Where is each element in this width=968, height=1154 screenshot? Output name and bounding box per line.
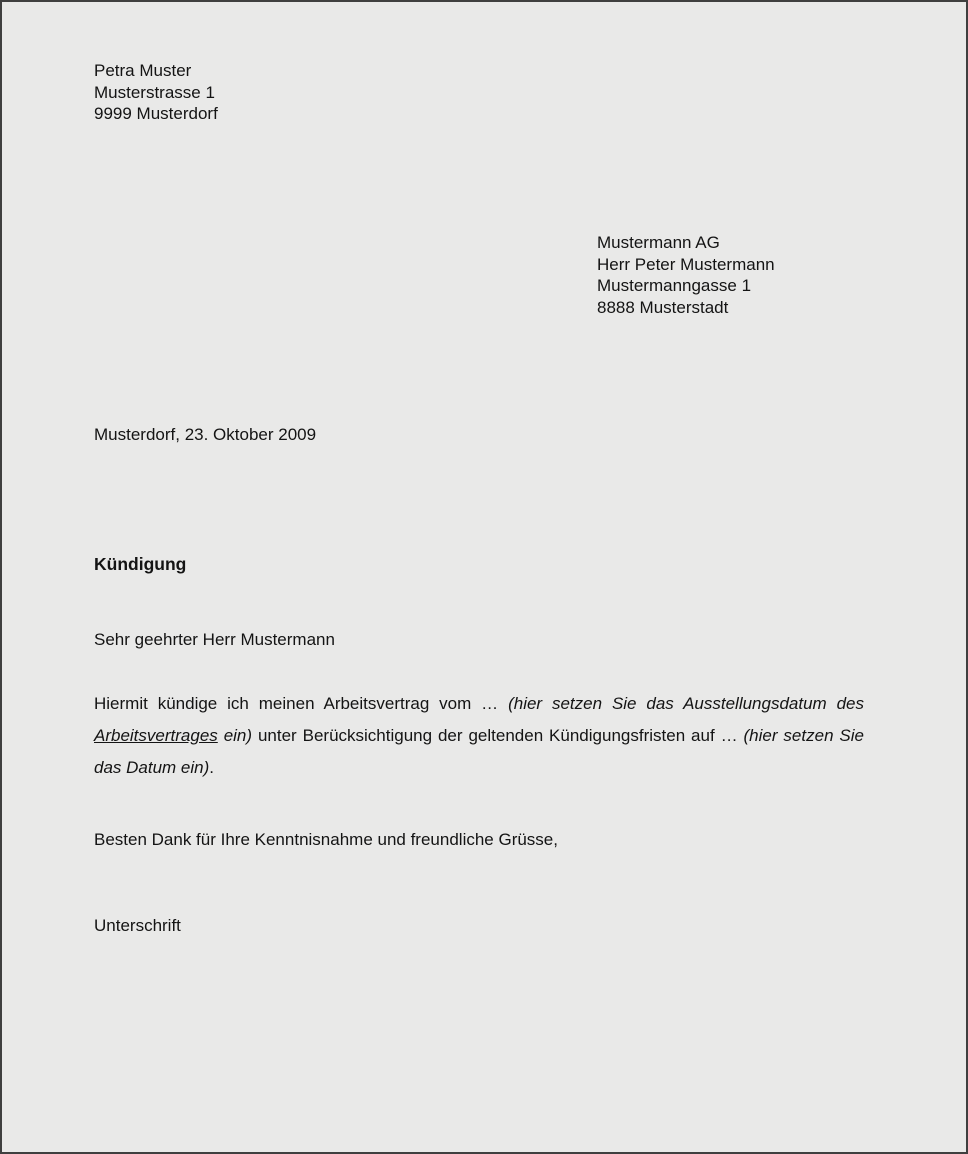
placeholder-hint-underlined: Arbeitsvertrages [94, 726, 218, 745]
sender-street: Musterstrasse 1 [94, 82, 215, 102]
signature-label: Unterschrift [94, 916, 181, 935]
sender-name: Petra Muster [94, 61, 192, 80]
sender-address-block [94, 60, 218, 125]
placeholder-hint-italic: (hier setzen Sie das Datum ein) [94, 726, 864, 777]
date-line: Musterdorf, 23. Oktober 2009 [94, 425, 317, 444]
closing-line: Besten Dank für Ihre Kenntnisnahme und freundliche Grüsse, [94, 830, 558, 849]
subject-heading: Kündigung [94, 554, 187, 574]
salutation: Sehr geehrter Herr Mustermann [94, 630, 335, 649]
recipient-street: Mustermanngasse 1 [597, 276, 752, 295]
recipient-name: Herr Peter Mustermann [597, 254, 775, 274]
placeholder-hint-italic: (hier setzen Sie das Ausstellungsdatum des [508, 694, 864, 713]
body-text-segment: . [209, 758, 215, 777]
recipient-company: Mustermann AG [597, 233, 720, 252]
body-paragraph [94, 688, 864, 784]
recipient-address-block [597, 232, 775, 318]
recipient-city: 8888 Musterstadt [597, 297, 729, 317]
sender-city: 9999 Musterdorf [94, 104, 218, 123]
body-text-segment: Hiermit kündige ich meinen Arbeitsvertrag vom … [94, 694, 509, 713]
body-text-segment: unter Berücksichtigung der geltenden Kündigungsfristen auf … [252, 726, 744, 745]
placeholder-hint-italic: ein) [217, 726, 253, 745]
